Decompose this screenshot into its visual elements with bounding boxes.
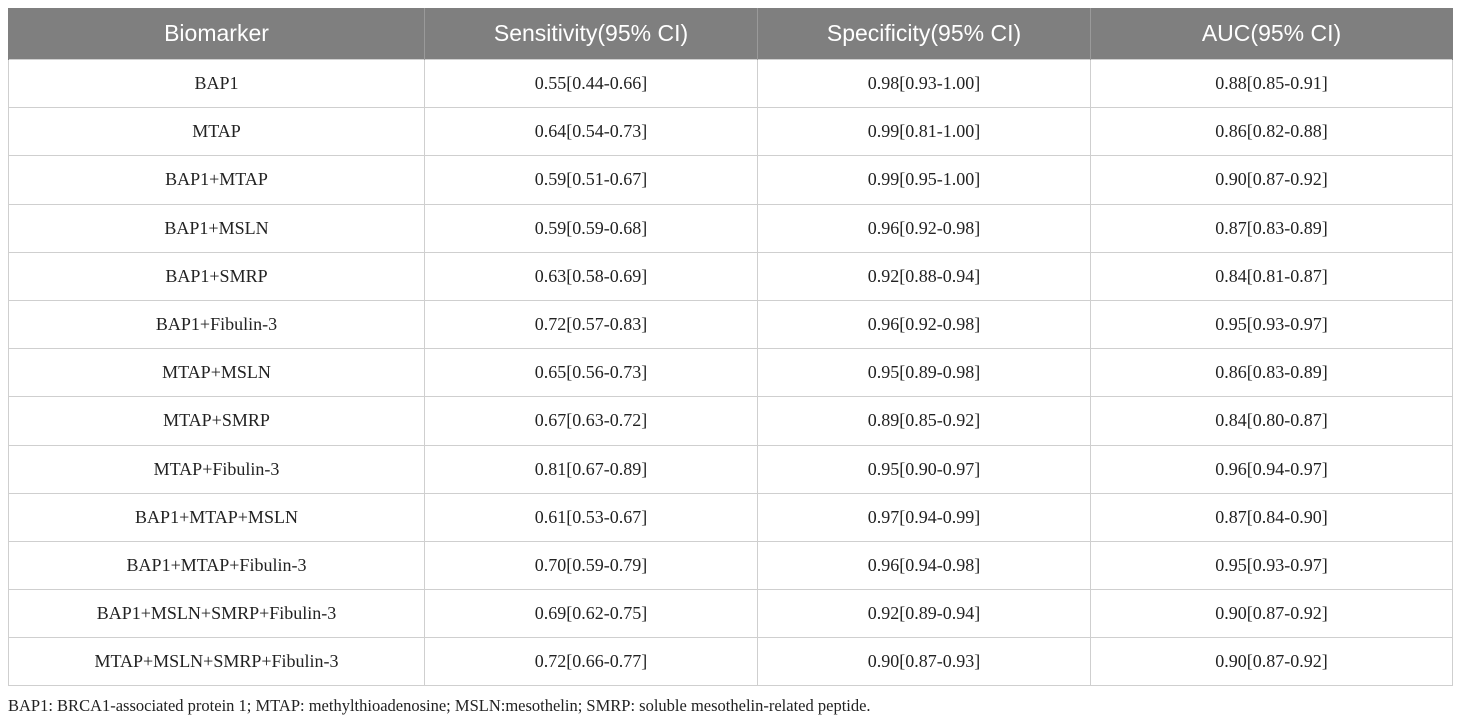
table-footnote: BAP1: BRCA1-associated protein 1; MTAP: methylthioadenosine; MSLN:mesothelin; SMRP: soluble mesothelin-related peptide. bbox=[8, 696, 871, 715]
table-row bbox=[9, 300, 1453, 348]
table-row bbox=[9, 445, 1453, 493]
table-row bbox=[9, 638, 1453, 686]
sensitivity-cell: 0.63[0.58-0.69] bbox=[425, 252, 758, 300]
column-header-specificity: Specificity(95% CI) bbox=[758, 8, 1091, 60]
specificity-cell: 0.99[0.81-1.00] bbox=[758, 108, 1091, 156]
specificity-cell: 0.90[0.87-0.93] bbox=[758, 638, 1091, 686]
column-header-biomarker: Biomarker bbox=[9, 8, 425, 60]
table-row bbox=[9, 60, 1453, 108]
biomarker-cell: MTAP+MSLN bbox=[9, 349, 425, 397]
auc-cell: 0.87[0.84-0.90] bbox=[1091, 493, 1453, 541]
specificity-cell: 0.96[0.92-0.98] bbox=[758, 300, 1091, 348]
specificity-cell: 0.92[0.89-0.94] bbox=[758, 590, 1091, 638]
biomarker-cell: MTAP+SMRP bbox=[9, 397, 425, 445]
table-row bbox=[9, 156, 1453, 204]
sensitivity-cell: 0.81[0.67-0.89] bbox=[425, 445, 758, 493]
specificity-cell: 0.89[0.85-0.92] bbox=[758, 397, 1091, 445]
auc-cell: 0.95[0.93-0.97] bbox=[1091, 300, 1453, 348]
table-row bbox=[9, 349, 1453, 397]
sensitivity-cell: 0.55[0.44-0.66] bbox=[425, 60, 758, 108]
biomarker-cell: MTAP+Fibulin-3 bbox=[9, 445, 425, 493]
biomarker-cell: BAP1+MTAP+Fibulin-3 bbox=[9, 541, 425, 589]
biomarker-cell: MTAP bbox=[9, 108, 425, 156]
biomarker-cell: BAP1+MTAP+MSLN bbox=[9, 493, 425, 541]
specificity-cell: 0.96[0.92-0.98] bbox=[758, 204, 1091, 252]
table-body bbox=[9, 60, 1453, 686]
auc-cell: 0.86[0.83-0.89] bbox=[1091, 349, 1453, 397]
auc-cell: 0.87[0.83-0.89] bbox=[1091, 204, 1453, 252]
sensitivity-cell: 0.64[0.54-0.73] bbox=[425, 108, 758, 156]
biomarker-table bbox=[8, 8, 1453, 686]
sensitivity-cell: 0.61[0.53-0.67] bbox=[425, 493, 758, 541]
table-header bbox=[9, 8, 1453, 60]
table-row bbox=[9, 204, 1453, 252]
biomarker-cell: BAP1+MSLN+SMRP+Fibulin-3 bbox=[9, 590, 425, 638]
auc-cell: 0.84[0.81-0.87] bbox=[1091, 252, 1453, 300]
table-row bbox=[9, 541, 1453, 589]
biomarker-cell: BAP1 bbox=[9, 60, 425, 108]
sensitivity-cell: 0.59[0.59-0.68] bbox=[425, 204, 758, 252]
auc-cell: 0.86[0.82-0.88] bbox=[1091, 108, 1453, 156]
biomarker-cell: BAP1+MTAP bbox=[9, 156, 425, 204]
auc-cell: 0.90[0.87-0.92] bbox=[1091, 590, 1453, 638]
auc-cell: 0.95[0.93-0.97] bbox=[1091, 541, 1453, 589]
table-container bbox=[8, 8, 1452, 686]
specificity-cell: 0.92[0.88-0.94] bbox=[758, 252, 1091, 300]
auc-cell: 0.96[0.94-0.97] bbox=[1091, 445, 1453, 493]
sensitivity-cell: 0.59[0.51-0.67] bbox=[425, 156, 758, 204]
auc-cell: 0.88[0.85-0.91] bbox=[1091, 60, 1453, 108]
specificity-cell: 0.96[0.94-0.98] bbox=[758, 541, 1091, 589]
table-row bbox=[9, 252, 1453, 300]
sensitivity-cell: 0.72[0.57-0.83] bbox=[425, 300, 758, 348]
auc-cell: 0.84[0.80-0.87] bbox=[1091, 397, 1453, 445]
table-row bbox=[9, 493, 1453, 541]
auc-cell: 0.90[0.87-0.92] bbox=[1091, 638, 1453, 686]
auc-cell: 0.90[0.87-0.92] bbox=[1091, 156, 1453, 204]
sensitivity-cell: 0.69[0.62-0.75] bbox=[425, 590, 758, 638]
specificity-cell: 0.98[0.93-1.00] bbox=[758, 60, 1091, 108]
specificity-cell: 0.99[0.95-1.00] bbox=[758, 156, 1091, 204]
sensitivity-cell: 0.72[0.66-0.77] bbox=[425, 638, 758, 686]
table-row bbox=[9, 590, 1453, 638]
biomarker-cell: BAP1+MSLN bbox=[9, 204, 425, 252]
biomarker-cell: BAP1+SMRP bbox=[9, 252, 425, 300]
biomarker-cell: BAP1+Fibulin-3 bbox=[9, 300, 425, 348]
column-header-sensitivity: Sensitivity(95% CI) bbox=[425, 8, 758, 60]
sensitivity-cell: 0.67[0.63-0.72] bbox=[425, 397, 758, 445]
specificity-cell: 0.97[0.94-0.99] bbox=[758, 493, 1091, 541]
table-row bbox=[9, 397, 1453, 445]
header-row bbox=[9, 8, 1453, 60]
specificity-cell: 0.95[0.90-0.97] bbox=[758, 445, 1091, 493]
column-header-auc: AUC(95% CI) bbox=[1091, 8, 1453, 60]
sensitivity-cell: 0.70[0.59-0.79] bbox=[425, 541, 758, 589]
specificity-cell: 0.95[0.89-0.98] bbox=[758, 349, 1091, 397]
table-row bbox=[9, 108, 1453, 156]
biomarker-cell: MTAP+MSLN+SMRP+Fibulin-3 bbox=[9, 638, 425, 686]
sensitivity-cell: 0.65[0.56-0.73] bbox=[425, 349, 758, 397]
